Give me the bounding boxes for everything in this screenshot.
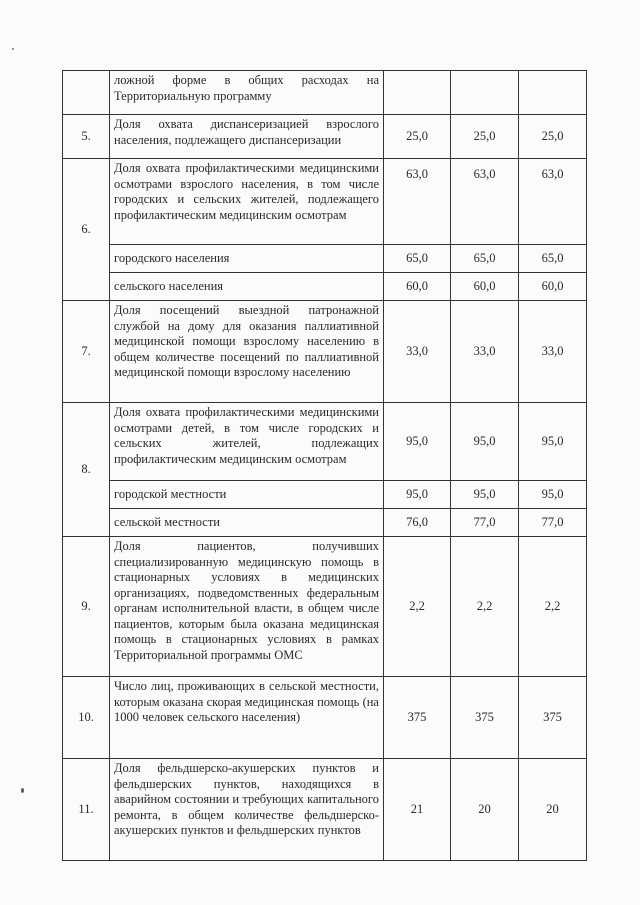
value-col-3: 65,0	[519, 245, 587, 273]
value-col-3: 95,0	[519, 403, 587, 481]
value-col-2: 375	[451, 677, 519, 759]
value-col-3: 2,2	[519, 537, 587, 677]
value-col-1: 60,0	[384, 273, 451, 301]
value-col-1: 76,0	[384, 509, 451, 537]
table-row	[63, 403, 587, 481]
indicator-text: Доля охвата профилактическими медицинскими осмотрами взрослого населения, в том числе городских и сельских жителей, подлежащего профилактическим медицинским осмотрам	[110, 159, 384, 245]
value-col-2: 77,0	[451, 509, 519, 537]
table-row	[63, 245, 587, 273]
row-number: 7.	[63, 301, 110, 403]
scan-dot	[21, 788, 24, 793]
value-col-2: 25,0	[451, 115, 519, 159]
indicator-text: Доля фельдшерско-акушерских пунктов и фельдшерских пунктов, находящихся в аварийном состоянии и требующих капитального ремонта, в общем количестве фельдшерско-акушерских пунктов и фельдшерских пунктов	[110, 759, 384, 861]
indicators-table	[62, 70, 587, 861]
indicator-text: Доля охвата диспансеризацией взрослого населения, подлежащего диспансеризации	[110, 115, 384, 159]
row-number: 11.	[63, 759, 110, 861]
value-col-2: 33,0	[451, 301, 519, 403]
row-number	[63, 71, 110, 115]
value-col-3: 95,0	[519, 481, 587, 509]
table-row	[63, 509, 587, 537]
table-row	[63, 273, 587, 301]
indicator-text: ложной форме в общих расходах на Территориальную программу	[110, 71, 384, 115]
value-col-3: 375	[519, 677, 587, 759]
value-col-2: 65,0	[451, 245, 519, 273]
value-col-3: 25,0	[519, 115, 587, 159]
value-col-3	[519, 71, 587, 115]
table-row	[63, 759, 587, 861]
table-row	[63, 301, 587, 403]
value-col-2: 95,0	[451, 481, 519, 509]
value-col-1: 21	[384, 759, 451, 861]
value-col-1: 95,0	[384, 403, 451, 481]
value-col-2: 95,0	[451, 403, 519, 481]
value-col-2: 63,0	[451, 159, 519, 245]
value-col-3: 20	[519, 759, 587, 861]
table-row	[63, 677, 587, 759]
value-col-1: 95,0	[384, 481, 451, 509]
value-col-3: 77,0	[519, 509, 587, 537]
value-col-1: 63,0	[384, 159, 451, 245]
table-row	[63, 115, 587, 159]
value-col-1: 25,0	[384, 115, 451, 159]
value-col-2	[451, 71, 519, 115]
row-number: 8.	[63, 403, 110, 537]
value-col-2: 2,2	[451, 537, 519, 677]
indicator-text: Число лиц, проживающих в сельской местности, которым оказана скорая медицинская помощь (на 1000 человек сельского населения)	[110, 677, 384, 759]
value-col-3: 63,0	[519, 159, 587, 245]
indicator-text: Доля пациентов, получивших специализированную медицинскую помощь в стационарных условиях в медицинских организациях, подведомственных федеральным органам исполнительной власти, в общем числе пациентов, которым была оказана медицинская помощь в стационарных условиях в рамках Территориальной программы ОМС	[110, 537, 384, 677]
table-row	[63, 481, 587, 509]
indicator-text: Доля посещений выездной патронажной службой на дому для оказания паллиативной медицинской помощи взрослому населению в общем количестве посещений по паллиативной медицинской помощи взрослому населению	[110, 301, 384, 403]
table-row	[63, 71, 587, 115]
row-number: 5.	[63, 115, 110, 159]
value-col-2: 60,0	[451, 273, 519, 301]
value-col-1: 375	[384, 677, 451, 759]
indicator-text: городского населения	[110, 245, 384, 273]
value-col-3: 60,0	[519, 273, 587, 301]
value-col-1	[384, 71, 451, 115]
indicator-text: сельской местности	[110, 509, 384, 537]
indicator-text: городской местности	[110, 481, 384, 509]
table-row	[63, 537, 587, 677]
value-col-2: 20	[451, 759, 519, 861]
value-col-1: 65,0	[384, 245, 451, 273]
scan-speck	[12, 48, 14, 50]
indicator-text: сельского населения	[110, 273, 384, 301]
value-col-3: 33,0	[519, 301, 587, 403]
table-row	[63, 159, 587, 245]
row-number: 9.	[63, 537, 110, 677]
value-col-1: 2,2	[384, 537, 451, 677]
value-col-1: 33,0	[384, 301, 451, 403]
row-number: 10.	[63, 677, 110, 759]
indicator-text: Доля охвата профилактическими медицинскими осмотрами детей, в том числе городских и сельских жителей, подлежащих профилактическим медицинским осмотрам	[110, 403, 384, 481]
row-number: 6.	[63, 159, 110, 301]
